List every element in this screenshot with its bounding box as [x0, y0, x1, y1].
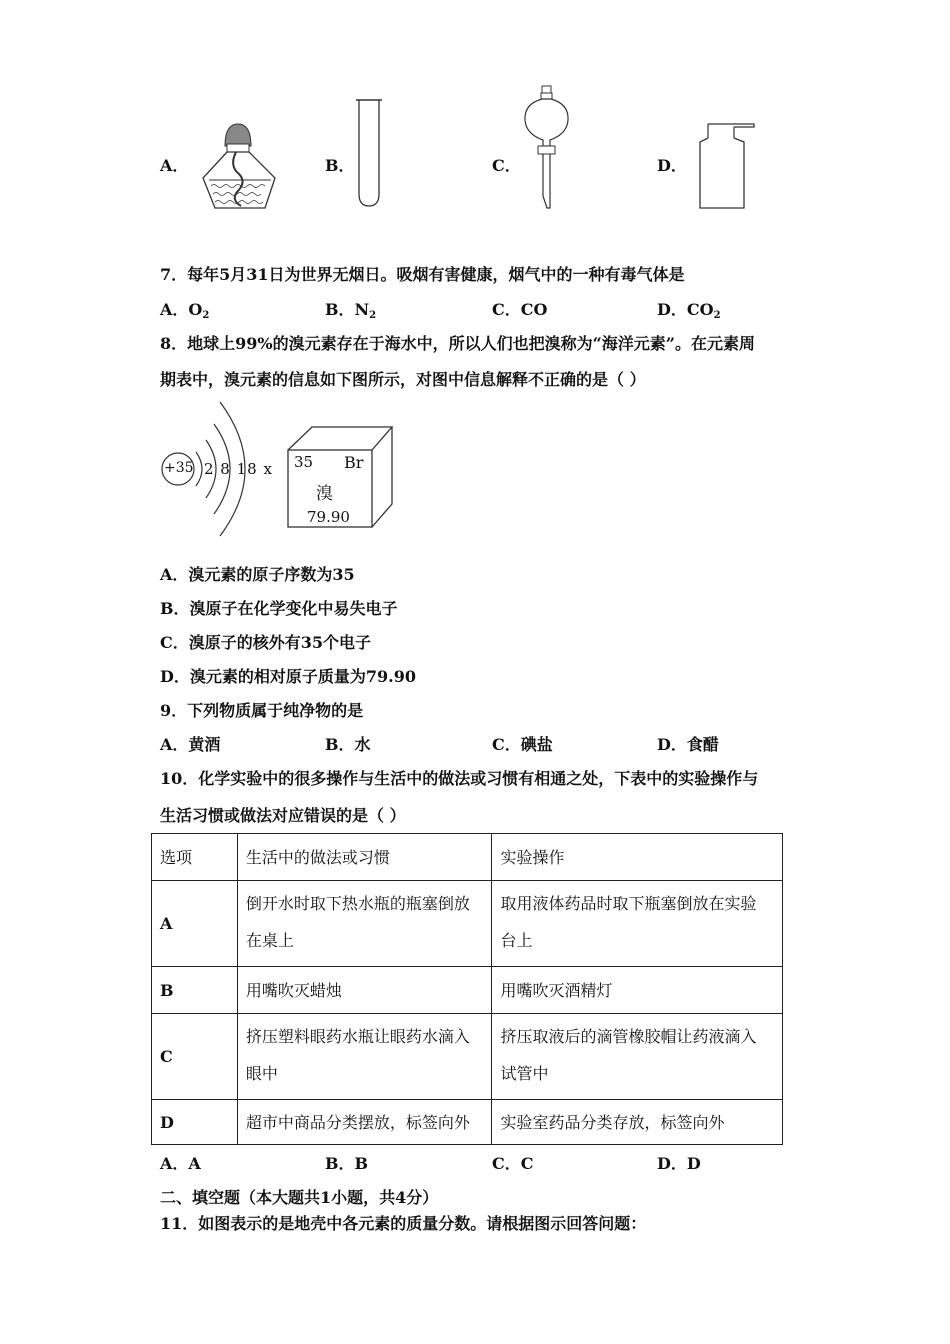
funnel-bulb [525, 99, 568, 146]
q6-option-c-label: C． [492, 156, 521, 175]
bottle-neck [708, 124, 734, 138]
q6-option-d-label: D． [657, 156, 687, 175]
q8-option-a: A．溴元素的原子序数为35 [160, 565, 355, 584]
row-life: 挤压塑料眼药水瓶让眼药水滴入 眼中 [237, 1014, 492, 1100]
q8-option-d: D．溴元素的相对原子质量为79.90 [160, 667, 416, 686]
row-lab: 实验室药品分类存放，标签向外 [492, 1100, 783, 1145]
q10-option-c: C．C [492, 1154, 534, 1173]
bottle-body [700, 138, 744, 208]
atom-nucleus-charge: +35 [164, 460, 194, 476]
header-option: 选项 [152, 834, 238, 881]
q10-option-a: A．A [160, 1154, 201, 1173]
q8-option-b: B．溴原子在化学变化中易失电子 [160, 599, 398, 618]
q10-option-b: B．B [325, 1154, 369, 1173]
q7-option-d: D．$CO_2$ [657, 300, 721, 321]
lamp-neck [227, 144, 249, 152]
q9-option-a: A．黄酒 [160, 735, 221, 754]
table-row [152, 967, 783, 1014]
row-option: A [152, 881, 238, 967]
test-tube-figure [352, 96, 386, 210]
row-option: C [152, 1014, 238, 1100]
test-tube-body [359, 100, 379, 206]
separatory-funnel-figure [522, 84, 572, 214]
shell-arc-1 [196, 452, 202, 486]
funnel-stem [543, 154, 550, 208]
q7-option-c: C．CO [492, 300, 548, 319]
header-life: 生活中的做法或习惯 [237, 834, 492, 881]
row-option: D [152, 1100, 238, 1145]
q10-stem-line2: 生活习惯或做法对应错误的是（ ） [160, 806, 406, 825]
wide-mouth-bottle-figure [696, 118, 760, 212]
row-option: B [152, 967, 238, 1014]
q8-stem-line2: 期表中，溴元素的信息如下图所示，对图中信息解释不正确的是（ ） [160, 370, 646, 389]
q10-option-d: D．D [657, 1154, 701, 1173]
q8-option-c: C．溴原子的核外有35个电子 [160, 633, 372, 652]
row-life: 超市中商品分类摆放，标签向外 [237, 1100, 492, 1145]
funnel-stopper [542, 86, 551, 93]
table-row [152, 1100, 783, 1145]
funnel-stopcock [538, 146, 555, 154]
q8-stem-line1: 8．地球上99%的溴元素存在于海水中，所以人们也把溴称为“海洋元素”。在元素周 [160, 334, 756, 353]
atom-shell-electrons: 2 8 18 x [204, 460, 273, 478]
element-name: 溴 [316, 484, 333, 504]
lamp-cap [225, 124, 251, 146]
row-lab: 用嘴吹灭酒精灯 [492, 967, 783, 1014]
q10-stem-line1: 10．化学实验中的很多操作与生活中的做法或习惯有相通之处，下表中的实验操作与 [160, 769, 759, 788]
q7-option-a: A．$O_2$ [160, 300, 210, 321]
element-symbol: Br [344, 453, 364, 472]
table-row [152, 1014, 783, 1100]
element-atomic-mass: 79.90 [307, 508, 350, 526]
table-row [152, 881, 783, 967]
row-life: 倒开水时取下热水瓶的瓶塞倒放 在桌上 [237, 881, 492, 967]
q6-option-b-label: B． [325, 156, 355, 175]
element-atomic-number: 35 [294, 453, 314, 471]
q7-option-b: B．$N_2$ [325, 300, 377, 321]
row-lab: 取用液体药品时取下瓶塞倒放在实验 台上 [492, 881, 783, 967]
q9-option-d: D．食醋 [657, 735, 719, 754]
section2-title: 二、填空题（本大题共1小题，共4分） [160, 1188, 439, 1207]
q6-option-a-label: A． [160, 156, 189, 175]
alcohol-lamp-figure [195, 120, 285, 215]
q10-table [151, 833, 783, 1145]
q9-stem: 9．下列物质属于纯净物的是 [160, 701, 364, 720]
q9-option-c: C．碘盐 [492, 735, 553, 754]
row-lab: 挤压取液后的滴管橡胶帽让药液滴入 试管中 [492, 1014, 783, 1100]
q9-option-b: B．水 [325, 735, 371, 754]
q7-stem: 7．每年5月31日为世界无烟日。吸烟有害健康，烟气中的一种有毒气体是 [160, 265, 685, 284]
q11-stem: 11．如图表示的是地壳中各元素的质量分数。请根据图示回答问题： [160, 1214, 647, 1233]
row-life: 用嘴吹灭蜡烛 [237, 967, 492, 1014]
bottle-stopper [708, 124, 754, 127]
header-lab: 实验操作 [492, 834, 783, 881]
table-header-row [152, 834, 783, 881]
